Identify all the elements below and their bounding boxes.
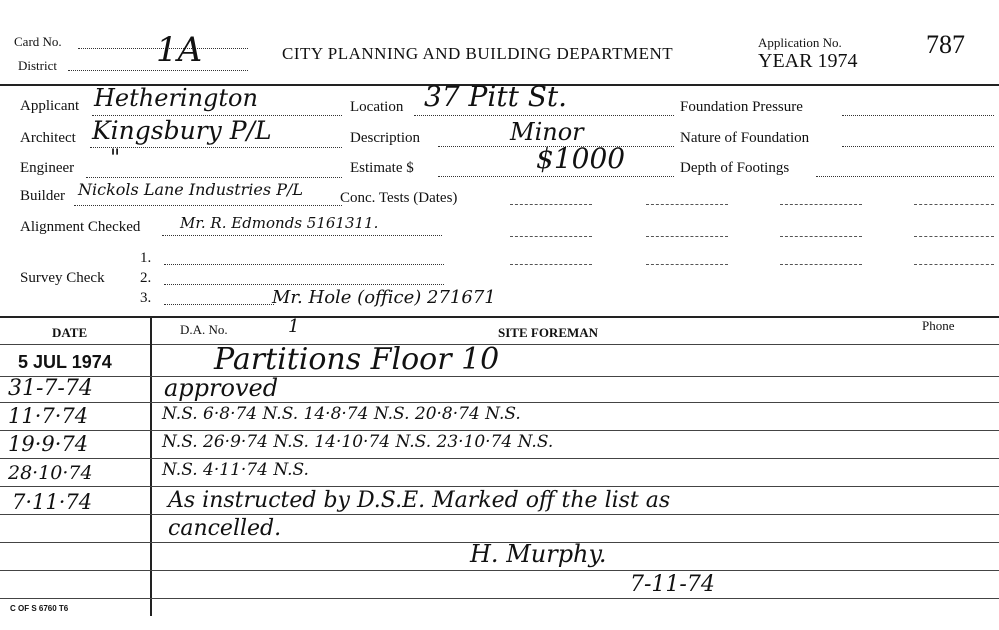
log-row-4-text: N.S. 26·9·74 N.S. 14·10·74 N.S. 23·10·74 N.S. xyxy=(162,432,554,452)
log-row-1-date: 5 JUL 1974 xyxy=(18,352,112,372)
estimate-label: Estimate $ xyxy=(350,160,414,176)
conc-test-line-12 xyxy=(914,264,994,265)
depth-of-footings-line xyxy=(816,176,994,177)
alignment-value: Mr. R. Edmonds 5161311. xyxy=(180,214,379,232)
survey-check-label: Survey Check xyxy=(20,270,105,286)
applicant-value: Hetherington xyxy=(94,84,258,112)
description-value: Minor xyxy=(510,118,584,146)
engineer-value: " xyxy=(110,146,121,171)
survey-line-2 xyxy=(164,284,444,285)
log-row-4-date: 19·9·74 xyxy=(8,432,89,456)
log-row-6-date: 7·11·74 xyxy=(12,490,93,514)
estimate-line xyxy=(438,176,674,177)
log-row-5-text: N.S. 4·11·74 N.S. xyxy=(162,460,309,480)
log-rule-3 xyxy=(0,430,999,431)
log-row-5-date: 28·10·74 xyxy=(8,462,93,484)
conc-test-line-2 xyxy=(646,204,728,205)
date-column-header: DATE xyxy=(52,325,88,340)
survey-number-2: 2. xyxy=(140,270,152,286)
log-rule-2 xyxy=(0,402,999,403)
depth-of-footings-label: Depth of Footings xyxy=(680,160,790,176)
phone-column-header: Phone xyxy=(922,318,955,333)
survey-line-1 xyxy=(164,264,444,265)
survey-number-1: 1. xyxy=(140,250,152,266)
conc-test-line-4 xyxy=(914,204,994,205)
conc-test-line-10 xyxy=(646,264,728,265)
department-title: CITY PLANNING AND BUILDING DEPARTMENT xyxy=(282,44,674,63)
location-line xyxy=(414,115,674,116)
applicant-label: Applicant xyxy=(20,98,80,114)
conc-tests-label: Conc. Tests (Dates) xyxy=(340,190,458,206)
log-row-6-text: As instructed by D.S.E. Marked off the list as xyxy=(168,488,671,513)
log-rule-5 xyxy=(0,486,999,487)
log-row-3-date: 11·7·74 xyxy=(8,404,89,428)
survey-number-3: 3. xyxy=(140,290,152,306)
conc-test-line-11 xyxy=(780,264,862,265)
foundation-pressure-label: Foundation Pressure xyxy=(680,99,803,115)
log-rule-1 xyxy=(0,376,999,377)
engineer-label: Engineer xyxy=(20,160,75,176)
conc-test-line-3 xyxy=(780,204,862,205)
log-row-2-date: 31-7-74 xyxy=(8,376,93,401)
da-no-column-header: D.A. No. xyxy=(180,322,228,337)
signature-date: 7-11-74 xyxy=(630,572,715,597)
nature-of-foundation-label: Nature of Foundation xyxy=(680,130,810,146)
district-label: District xyxy=(18,58,57,73)
foreman-signature: H. Murphy. xyxy=(470,540,607,568)
alignment-label: Alignment Checked xyxy=(20,219,141,235)
estimate-value: $1000 xyxy=(536,142,626,175)
survey-line-3 xyxy=(164,304,274,305)
date-column-divider xyxy=(150,316,152,616)
year-label: YEAR 1974 xyxy=(758,50,858,72)
log-row-7-text: cancelled. xyxy=(168,516,282,541)
builder-line xyxy=(74,205,342,206)
conc-test-line-1 xyxy=(510,204,592,205)
architect-line xyxy=(90,147,342,148)
nature-of-foundation-line xyxy=(842,146,994,147)
form-code: C OF S 6760 T6 xyxy=(10,604,69,613)
log-rule-9 xyxy=(0,598,999,599)
application-number: 787 xyxy=(926,30,965,59)
foundation-pressure-line xyxy=(842,115,994,116)
builder-value: Nickols Lane Industries P/L xyxy=(78,180,303,199)
conc-test-line-6 xyxy=(646,236,728,237)
alignment-line xyxy=(162,235,442,236)
application-no-label: Application No. xyxy=(758,35,842,50)
card-no-value: 1A xyxy=(156,30,203,70)
conc-test-line-5 xyxy=(510,236,592,237)
architect-label: Architect xyxy=(20,130,76,146)
location-label: Location xyxy=(350,99,404,115)
conc-test-line-8 xyxy=(914,236,994,237)
da-no-value: 1 xyxy=(288,316,300,337)
location-value: 37 Pitt St. xyxy=(424,80,568,113)
log-rule-6 xyxy=(0,514,999,515)
log-row-2-text: approved xyxy=(164,374,279,402)
log-rule-4 xyxy=(0,458,999,459)
conc-test-line-9 xyxy=(510,264,592,265)
builder-label: Builder xyxy=(20,188,65,204)
description-label: Description xyxy=(350,130,420,146)
card-no-label: Card No. xyxy=(14,34,62,49)
log-rule-8 xyxy=(0,570,999,571)
architect-value: Kingsbury P/L xyxy=(92,116,272,145)
survey-line-3-value: Mr. Hole (office) 271671 xyxy=(272,287,496,308)
conc-test-line-7 xyxy=(780,236,862,237)
log-row-1-text: Partitions Floor 10 xyxy=(214,342,500,377)
site-foreman-column-header: SITE FOREMAN xyxy=(498,325,599,340)
log-row-3-text: N.S. 6·8·74 N.S. 14·8·74 N.S. 20·8·74 N.S. xyxy=(162,404,521,424)
district-line xyxy=(68,70,248,71)
engineer-line xyxy=(86,177,342,178)
